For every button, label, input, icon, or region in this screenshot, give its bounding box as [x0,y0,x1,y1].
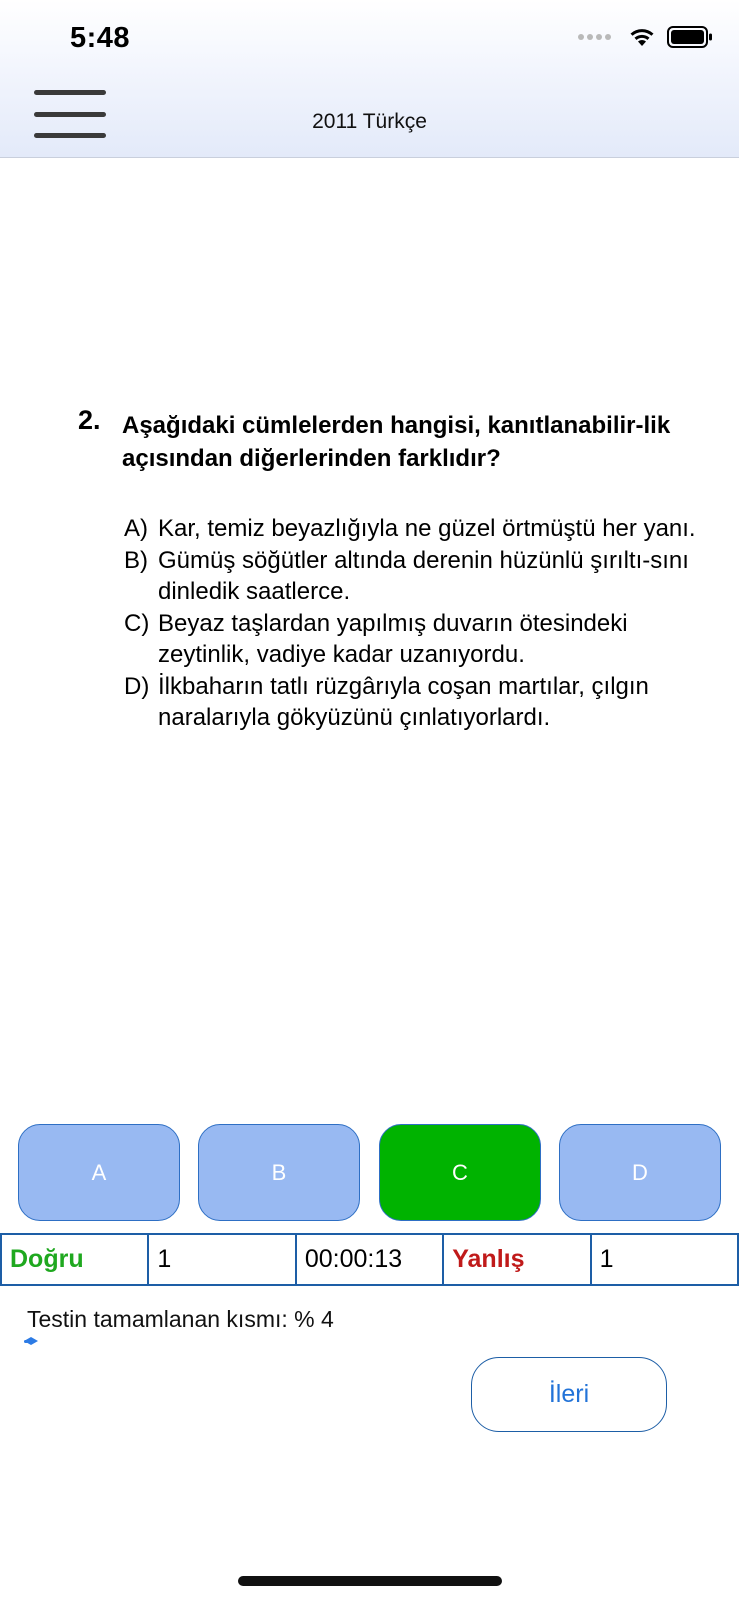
option-letter: D) [124,672,150,700]
progress-slider [24,1338,714,1344]
answer-buttons [18,1124,721,1222]
page-title: 2011 Türkçe [312,110,427,133]
cellular-signal-icon [578,34,611,40]
progress-label: Testin tamamlanan kısmı: % 4 [27,1306,334,1332]
correct-count: 1 [149,1235,296,1284]
status-time: 5:48 [70,22,131,54]
score-table [0,1233,739,1286]
wrong-label: Yanlış [444,1235,591,1284]
timer: 00:00:13 [297,1235,444,1284]
question-image [0,159,739,1099]
option-c [124,608,714,671]
next-button[interactable]: İleri [471,1357,667,1432]
option-text: Kar, temiz beyazlığıyla ne güzel örtmüştü her yanı. [158,515,696,542]
option-letter: C) [124,609,150,637]
wrong-count: 1 [599,1245,614,1273]
question-text: Aşağıdaki cümlelerden hangisi, kanıtlanabilir-lik açısından diğerlerinden farklıdır? [122,412,671,472]
wifi-icon [627,26,657,48]
status-icons [578,26,713,48]
option-text: İlkbaharın tatlı rüzgârıyla coşan martılar, çılgın naralarıyla gökyüzünü çınlatıyorlardı. [158,672,649,731]
option-a [124,513,714,545]
question-number: 2. [78,405,101,435]
options-list [124,513,714,734]
option-letter: A) [124,515,148,542]
answer-d-button[interactable]: D [559,1124,721,1221]
option-text: Beyaz taşlardan yapılmış duvarın ötesindeki zeytinlik, vadiye kadar uzanıyordu. [158,609,628,668]
answer-b-button[interactable]: B [198,1124,360,1221]
option-b [124,545,714,608]
status-bar [0,0,739,70]
correct-label: Doğru [2,1235,149,1284]
progress-knob-icon [24,1337,38,1345]
option-text: Gümüş söğütler altında derenin hüzünlü şırıltı-sını dinledik saatlerce. [158,546,689,605]
option-d [124,671,714,734]
option-letter: B) [124,546,148,574]
answer-a-button[interactable]: A [18,1124,180,1221]
answer-c-button[interactable]: C [379,1124,541,1221]
battery-icon [667,26,713,48]
home-indicator [238,1576,502,1586]
